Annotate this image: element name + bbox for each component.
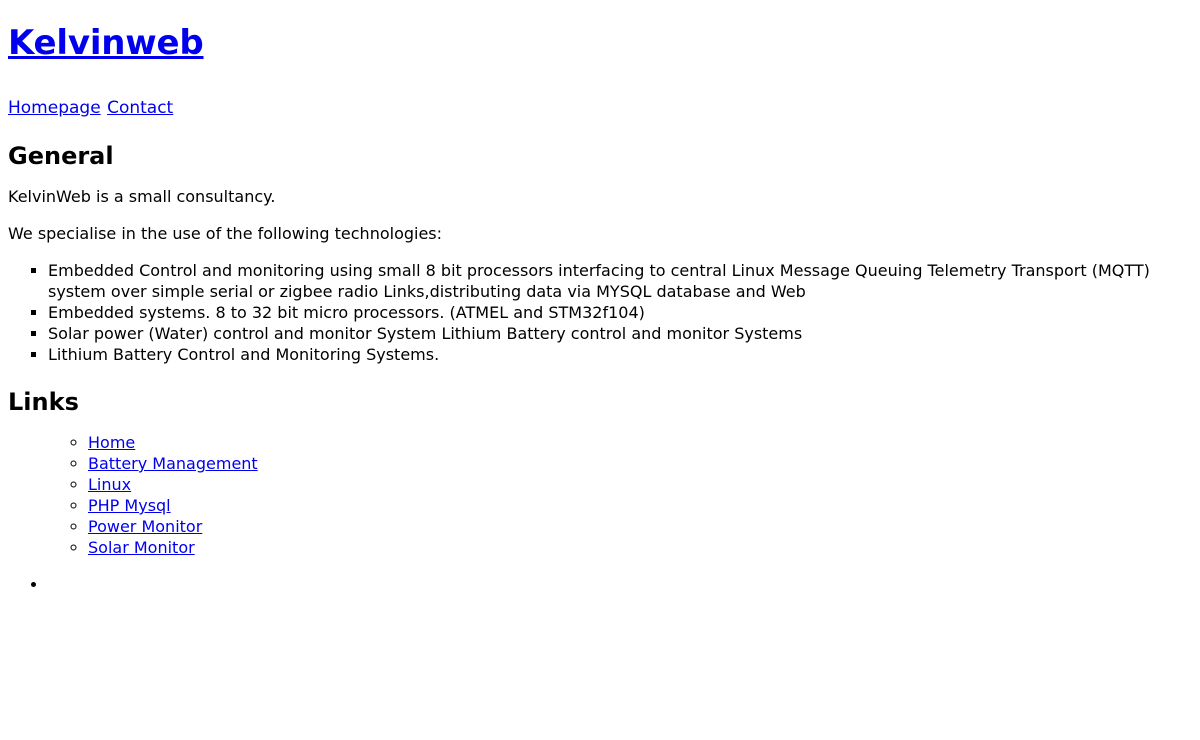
link-item-linux <box>88 474 1192 495</box>
empty-list-item <box>48 574 1192 595</box>
link-item-solar-monitor <box>88 537 1192 558</box>
top-nav <box>8 97 1192 119</box>
link-item-power-monitor <box>88 516 1192 537</box>
site-title-link[interactable]: Kelvinweb <box>8 23 204 63</box>
link-item-battery-management <box>88 453 1192 474</box>
link-power-monitor[interactable]: Power Monitor <box>88 517 203 536</box>
link-php-mysql[interactable]: PHP Mysql <box>88 496 171 515</box>
technology-item: ▪ Solar power (Water) control and monitor System Lithium Battery control and monitor Systems <box>48 323 1188 344</box>
technology-item: ▪ Embedded systems. 8 to 32 bit micro processors. (ATMEL and STM32f104) <box>48 302 1188 323</box>
technology-list <box>8 260 1188 365</box>
link-home[interactable]: Home <box>88 433 136 452</box>
nav-link-contact[interactable]: Contact <box>107 98 174 118</box>
link-solar-monitor[interactable]: Solar Monitor <box>88 538 195 557</box>
technology-item: ▪ Embedded Control and monitoring using small 8 bit processors interfacing to central Linux Message Queuing Telemetry Transport (MQTT) system over simple serial or zigbee radio Links,distributing data via MYSQL database and Web <box>48 260 1188 302</box>
link-item-home <box>88 432 1192 453</box>
links-heading: Links <box>8 388 79 416</box>
technology-item: ▪ Lithium Battery Control and Monitoring Systems. <box>48 344 1188 365</box>
links-list <box>48 432 1192 558</box>
link-battery-management[interactable]: Battery Management <box>88 454 258 473</box>
general-heading: General <box>8 142 114 170</box>
link-item-php-mysql <box>88 495 1192 516</box>
specialise-text: We specialise in the use of the following technologies: <box>8 224 443 243</box>
links-outer-list <box>8 432 1192 595</box>
site-title <box>8 0 1192 64</box>
intro-text: KelvinWeb is a small consultancy. <box>8 187 276 206</box>
link-linux[interactable]: Linux <box>88 475 132 494</box>
nav-link-homepage[interactable]: Homepage <box>8 98 101 118</box>
